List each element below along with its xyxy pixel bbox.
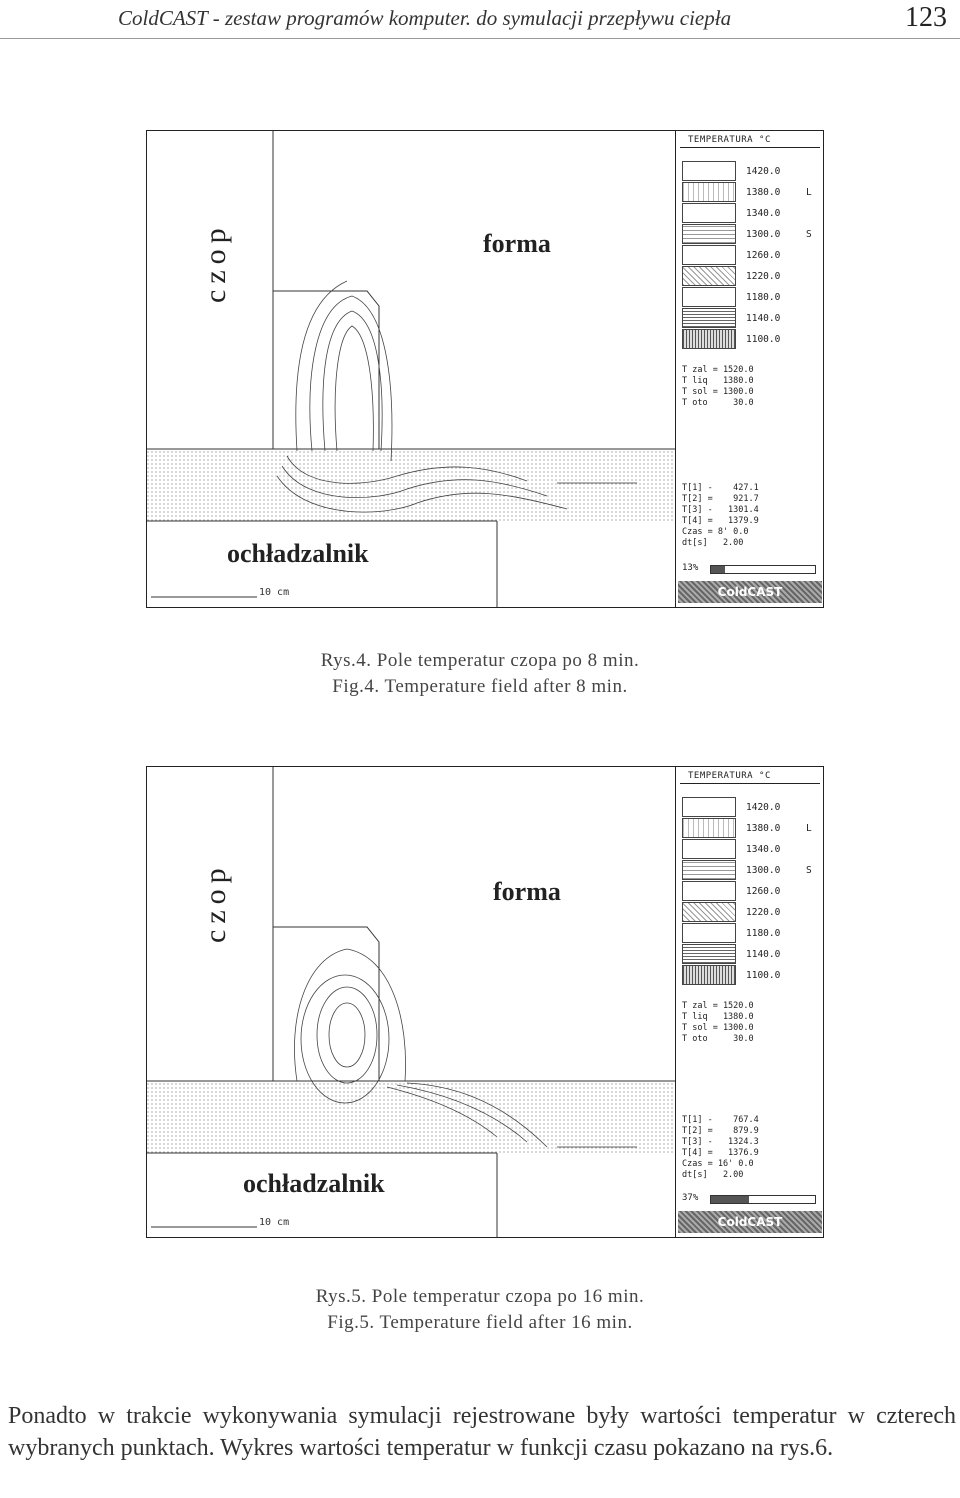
page-header [0, 0, 960, 40]
legend-row [682, 182, 822, 202]
legend-value: 1220.0 [746, 907, 781, 918]
progress-fill [711, 566, 725, 573]
ochladzalnik-label: ochładzalnik [243, 1169, 385, 1198]
legend-swatch [682, 797, 736, 817]
figure-5-caption-pl: Rys.5. Pole temperatur czopa po 16 min. [315, 1286, 645, 1307]
legend-row [682, 797, 822, 817]
legend-value: 1380.0 [746, 823, 781, 834]
page-number: 123 [905, 2, 947, 33]
scale-label: 10 cm [259, 1217, 290, 1228]
legend-swatch [682, 245, 736, 265]
legend-swatch [682, 266, 736, 286]
legend-value: 1140.0 [746, 949, 781, 960]
legend-swatch [682, 308, 736, 328]
legend-row [682, 902, 822, 922]
legend-swatch [682, 182, 736, 202]
temperature-settings: T zal = 1520.0 T liq 1380.0 T sol = 1300.0 T oto 30.0 [682, 365, 754, 408]
legend-value: 1420.0 [746, 166, 781, 177]
temperature-sidebar [675, 131, 824, 607]
sidebar-title: TEMPERATURA °C [688, 771, 771, 781]
progress-indicator [682, 1193, 820, 1205]
chill-zone-field [147, 449, 675, 521]
figure-5-caption-en: Fig.5. Temperature field after 16 min. [327, 1312, 633, 1333]
legend-value: 1180.0 [746, 292, 781, 303]
progress-label: 37% [682, 1193, 699, 1203]
legend-value: 1180.0 [746, 928, 781, 939]
legend-value: 1340.0 [746, 844, 781, 855]
progress-fill [711, 1196, 749, 1203]
legend-row [682, 965, 822, 985]
legend-value: 1260.0 [746, 250, 781, 261]
legend-value: 1100.0 [746, 334, 781, 345]
progress-indicator [682, 563, 820, 575]
running-title: ColdCAST - zestaw programów komputer. do symulacji przepływu ciepła [118, 6, 732, 30]
legend-row [682, 266, 822, 286]
coldcast-logo: ColdCAST [678, 581, 822, 603]
legend-swatch [682, 923, 736, 943]
legend-row [682, 245, 822, 265]
legend-row [682, 839, 822, 859]
legend-value: 1220.0 [746, 271, 781, 282]
legend-swatch [682, 224, 736, 244]
body-paragraph: Ponadto w trakcie wykonywania symulacji rejestrowane były wartości temperatur w czterech wybranych punktach. Wykres wartości temperatur w funkcji czasu pokazano na rys.6. [8, 1403, 956, 1461]
chill-zone-field [147, 1081, 675, 1153]
legend-swatch [682, 161, 736, 181]
legend-row [682, 308, 822, 328]
figure-4-screenshot [146, 130, 824, 608]
figure-5-screenshot [146, 766, 824, 1238]
legend-mark: S [806, 865, 812, 876]
legend-swatch [682, 860, 736, 880]
scale-label: 10 cm [259, 587, 290, 598]
figure-4-caption-en: Fig.4. Temperature field after 8 min. [332, 676, 628, 697]
legend-swatch [682, 287, 736, 307]
temperature-settings: T zal = 1520.0 T liq 1380.0 T sol = 1300.0 T oto 30.0 [682, 1001, 754, 1044]
legend-row [682, 944, 822, 964]
legend-value: 1420.0 [746, 802, 781, 813]
simulation-canvas [147, 767, 675, 1237]
legend-row [682, 881, 822, 901]
legend-mark: L [806, 187, 812, 198]
legend-value: 1340.0 [746, 208, 781, 219]
temperature-sidebar [675, 767, 824, 1237]
legend-row [682, 329, 822, 349]
legend-swatch [682, 203, 736, 223]
czop-label: czop [199, 862, 232, 943]
forma-label: forma [493, 877, 561, 906]
coldcast-logo: ColdCAST [678, 1211, 822, 1233]
point-readouts: T[1] - 767.4 T[2] = 879.9 T[3] - 1324.3 T[4] = 1376.9 Czas = 16' 0.0 dt[s] 2.00 [682, 1115, 759, 1180]
simulation-canvas [147, 131, 675, 607]
legend-row [682, 923, 822, 943]
legend-value: 1300.0 [746, 865, 781, 876]
legend-row [682, 203, 822, 223]
legend-mark: S [806, 229, 812, 240]
legend-row [682, 860, 822, 880]
legend-row [682, 224, 822, 244]
legend-value: 1260.0 [746, 886, 781, 897]
legend-swatch [682, 902, 736, 922]
legend-swatch [682, 881, 736, 901]
legend-row [682, 161, 822, 181]
czop-label: czop [199, 222, 232, 303]
sidebar-title: TEMPERATURA °C [688, 135, 771, 145]
legend-swatch [682, 329, 736, 349]
legend-mark: L [806, 823, 812, 834]
progress-label: 13% [682, 563, 699, 573]
header-rule [0, 38, 960, 39]
legend-swatch [682, 965, 736, 985]
legend-row [682, 818, 822, 838]
legend-value: 1380.0 [746, 187, 781, 198]
legend-swatch [682, 818, 736, 838]
point-readouts: T[1] - 427.1 T[2] = 921.7 T[3] - 1301.4 T[4] = 1379.9 Czas = 8' 0.0 dt[s] 2.00 [682, 483, 759, 548]
legend-swatch [682, 944, 736, 964]
figure-4-caption-pl: Rys.4. Pole temperatur czopa po 8 min. [320, 650, 640, 671]
legend-value: 1300.0 [746, 229, 781, 240]
legend-swatch [682, 839, 736, 859]
legend-value: 1100.0 [746, 970, 781, 981]
legend-value: 1140.0 [746, 313, 781, 324]
legend-row [682, 287, 822, 307]
ochladzalnik-label: ochładzalnik [227, 539, 369, 568]
forma-label: forma [483, 229, 551, 258]
